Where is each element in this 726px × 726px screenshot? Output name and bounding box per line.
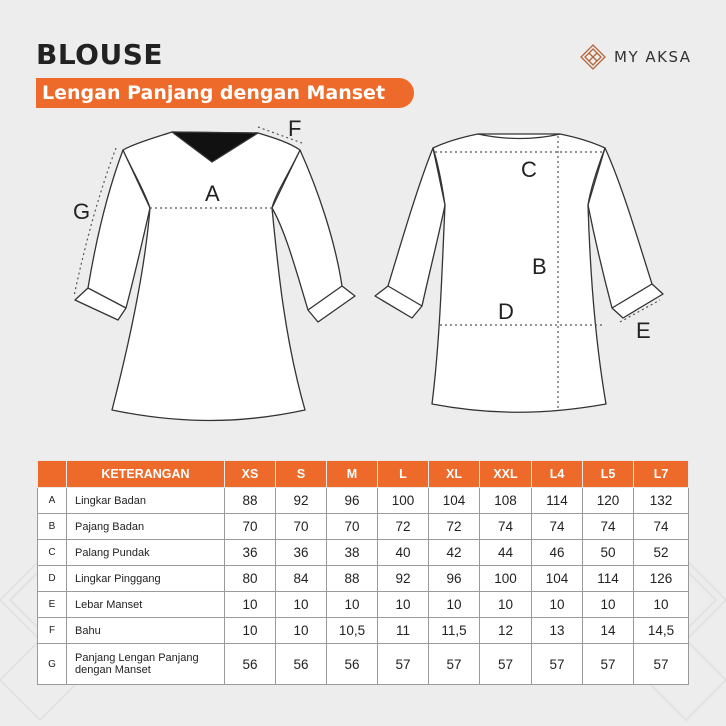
- cell-value: 36: [225, 540, 276, 566]
- cell-value: 80: [225, 566, 276, 592]
- cell-value: 74: [634, 514, 689, 540]
- cell-value: 11,5: [429, 618, 480, 644]
- header-cell-m: M: [327, 461, 378, 488]
- cell-value: 10: [225, 592, 276, 618]
- cell-value: 56: [276, 644, 327, 685]
- label-g: G: [73, 199, 91, 224]
- size-chart-table: [37, 460, 689, 685]
- header-cell-l: L: [378, 461, 429, 488]
- cell-value: 57: [532, 644, 583, 685]
- cell-value: 57: [480, 644, 532, 685]
- cell-value: 70: [276, 514, 327, 540]
- page-title: BLOUSE: [36, 38, 164, 71]
- table-row: [38, 514, 689, 540]
- cell-value: 13: [532, 618, 583, 644]
- cell-value: 114: [532, 488, 583, 514]
- cell-value: 10,5: [327, 618, 378, 644]
- cell-value: 57: [378, 644, 429, 685]
- header-cell-code: [38, 461, 67, 488]
- header-cell-xs: XS: [225, 461, 276, 488]
- cell-value: 132: [634, 488, 689, 514]
- cell-value: 10: [225, 618, 276, 644]
- front-blouse-drawing: [75, 132, 355, 421]
- row-label: Lingkar Badan: [67, 488, 225, 514]
- label-f: F: [288, 116, 302, 141]
- cell-value: 14,5: [634, 618, 689, 644]
- cell-value: 44: [480, 540, 532, 566]
- brand-name: MY AKSA: [614, 48, 692, 66]
- cell-value: 10: [480, 592, 532, 618]
- table-row: [38, 644, 689, 685]
- label-d: D: [498, 299, 514, 324]
- cell-value: 57: [429, 644, 480, 685]
- row-code: F: [38, 618, 67, 644]
- row-label: Bahu: [67, 618, 225, 644]
- cell-value: 10: [378, 592, 429, 618]
- cell-value: 74: [480, 514, 532, 540]
- cell-value: 10: [327, 592, 378, 618]
- cell-value: 56: [327, 644, 378, 685]
- cell-value: 10: [429, 592, 480, 618]
- header-cell-l5: L5: [583, 461, 634, 488]
- back-blouse-drawing: [375, 134, 663, 412]
- header-cell-s: S: [276, 461, 327, 488]
- cell-value: 88: [327, 566, 378, 592]
- cell-value: 96: [327, 488, 378, 514]
- cell-value: 36: [276, 540, 327, 566]
- cell-value: 50: [583, 540, 634, 566]
- cell-value: 10: [276, 618, 327, 644]
- cell-value: 108: [480, 488, 532, 514]
- cell-value: 100: [480, 566, 532, 592]
- table-row: [38, 488, 689, 514]
- cell-value: 10: [532, 592, 583, 618]
- cell-value: 72: [429, 514, 480, 540]
- cell-value: 38: [327, 540, 378, 566]
- label-c: C: [521, 157, 537, 182]
- cell-value: 84: [276, 566, 327, 592]
- row-label: Lebar Manset: [67, 592, 225, 618]
- header-cell-xl: XL: [429, 461, 480, 488]
- cell-value: 92: [276, 488, 327, 514]
- table-header-row: [38, 461, 689, 488]
- cell-value: 104: [429, 488, 480, 514]
- row-code: C: [38, 540, 67, 566]
- cell-value: 126: [634, 566, 689, 592]
- row-code: B: [38, 514, 67, 540]
- cell-value: 10: [276, 592, 327, 618]
- row-code: G: [38, 644, 67, 685]
- row-label: Pajang Badan: [67, 514, 225, 540]
- cell-value: 100: [378, 488, 429, 514]
- table-row: [38, 592, 689, 618]
- header-cell-xxl: XXL: [480, 461, 532, 488]
- label-a: A: [205, 181, 220, 206]
- cell-value: 52: [634, 540, 689, 566]
- cell-value: 74: [532, 514, 583, 540]
- row-code: E: [38, 592, 67, 618]
- row-label: Panjang Lengan Panjang dengan Manset: [67, 644, 225, 685]
- row-label: Palang Pundak: [67, 540, 225, 566]
- cell-value: 96: [429, 566, 480, 592]
- cell-value: 40: [378, 540, 429, 566]
- cell-value: 12: [480, 618, 532, 644]
- cell-value: 114: [583, 566, 634, 592]
- table-row: [38, 618, 689, 644]
- subtitle-banner: Lengan Panjang dengan Manset: [36, 78, 414, 108]
- table-row: [38, 566, 689, 592]
- row-code: A: [38, 488, 67, 514]
- row-code: D: [38, 566, 67, 592]
- cell-value: 42: [429, 540, 480, 566]
- cell-value: 10: [634, 592, 689, 618]
- cell-value: 57: [583, 644, 634, 685]
- cell-value: 88: [225, 488, 276, 514]
- cell-value: 46: [532, 540, 583, 566]
- header-cell-l4: L4: [532, 461, 583, 488]
- cell-value: 56: [225, 644, 276, 685]
- cell-value: 70: [327, 514, 378, 540]
- row-label: Lingkar Pinggang: [67, 566, 225, 592]
- cell-value: 120: [583, 488, 634, 514]
- cell-value: 70: [225, 514, 276, 540]
- label-b: B: [532, 254, 547, 279]
- header-cell-keterangan: KETERANGAN: [67, 461, 225, 488]
- cell-value: 104: [532, 566, 583, 592]
- cell-value: 11: [378, 618, 429, 644]
- cell-value: 74: [583, 514, 634, 540]
- cell-value: 57: [634, 644, 689, 685]
- header-cell-l7: L7: [634, 461, 689, 488]
- cell-value: 14: [583, 618, 634, 644]
- table-row: [38, 540, 689, 566]
- cell-value: 92: [378, 566, 429, 592]
- cell-value: 10: [583, 592, 634, 618]
- cell-value: 72: [378, 514, 429, 540]
- label-e: E: [636, 318, 651, 343]
